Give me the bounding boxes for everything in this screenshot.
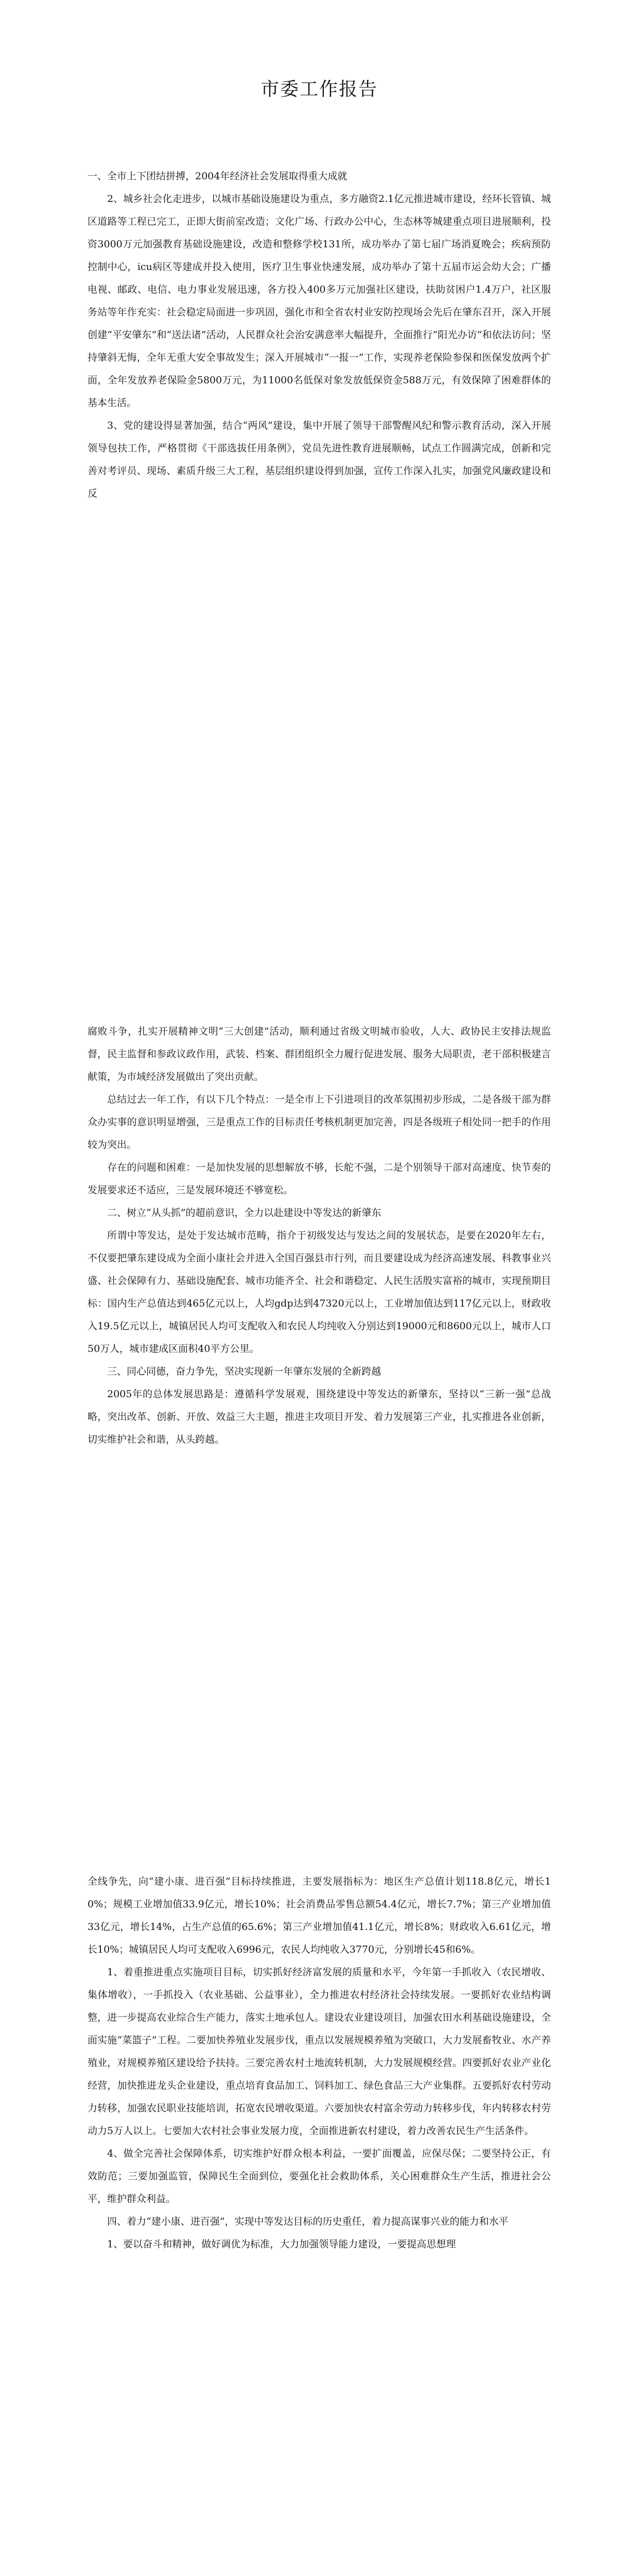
paragraph-3-5: 1、要以奋斗和精神，做好调优为标准，大力加强领导能力建设，一要提高思想理 <box>107 2239 456 2250</box>
paragraph-2-2: 总结过去一年工作，有以下几个特点：一是全市上下引进项目的改革氛围初步形成，二是各级干部为群众办实事的意识明显增强，三是重点工作的目标责任考核机制更加完善，四是各级班子相处同一把手的作用较为突出。 <box>88 1094 551 1150</box>
page-1-body <box>88 165 551 505</box>
heading-4: 四、着力“建小康、进百强”，实现中等发达目标的历史重任，着力提高谋事兴业的能力和水平 <box>107 2216 509 2227</box>
document-title: 市委工作报告 <box>260 79 378 100</box>
paragraph-2-1: 腐败斗争，扎实开展精神文明“三大创建”活动，顺利通过省级文明城市验收，人大、政协民主安排法规监督，民主监督和参政议政作用，武装、档案、群团组织全力履行促进发展、服务大局职责，老干部积极建言献策，为市域经济发展做出了突出贡献。 <box>88 1026 551 1082</box>
paragraph-1-3: 3、党的建设得显著加强，结合“两风”建设，集中开展了领导干部警醒风纪和警示教育活动，深入开展领导包扶工作，严格贯彻《干部选拔任用条例》，党员先进性教育进展顺畅，试点工作圆满完成，创新和完善对考评员、现场、素质升级三大工程，基层组织建设得到加强，宣传工作深入扎实，加强党风廉政建设和反 <box>88 420 551 499</box>
paragraph-2-3: 存在的问题和困难：一是加快发展的思想解放不够，长舵不强，二是个别领导干部对高速度、快节奏的发展要求还不适应，三是发展环境还不够宽松。 <box>88 1162 551 1196</box>
paragraph-1-2: 2、城乡社会化走进步，以城市基础设施建设为重点，多方融资2.1亿元推进城市建设，经环长管镇、城区道路等工程已完工，正即大街前室改造；文化广场、行政办公中心，生态林等城建重点项目进展顺利，投资3000万元加强教育基础设施建设，改造和整修学校131所，成功举办了第七届广场消夏晚会；疾病预防控制中心，icu病区等建成并投入使用，医疗卫生事业快速发展，成功举办了第十五届市运会幼大会；广播电视、邮政、电信、电力事业发展迅速，各方投入400多万元加强社区建设，扶助贫困户1.4万户，社区服务站等年作充实：社会稳定局面进一步巩固，强化市和全省农村业安防控现场会先后在肇东召开，深入开展创建“平安肇东”和“送法诸”活动，人民群众社会治安满意率大幅提升，全面推行“阳光办访”和依法访问；坚持肇斜无悔，全年无重大安全事故发生；深入开展城市“一报一”工作，实现养老保险参保和医保发放两个扩面，全年发放养老保险金5800万元，为11000名低保对象发放低保资金588万元，有效保障了困难群体的基本生活。 <box>88 193 551 409</box>
paragraph-3-3: 4、做全完善社会保障体系，切实维护好群众根本利益，一要扩面覆盖，应保尽保；二要坚持公正，有效防范；三要加强监管，保障民生全面到位，要强化社会救助体系，关心困难群众生产生活，推进社会公平，维护群众利益。 <box>88 2148 551 2205</box>
heading-1: 一、全市上下团结拼搏，2004年经济社会发展取得重大成就 <box>88 171 348 182</box>
heading-2: 二、树立“从头抓”的超前意识，全力以赴建设中等发达的新肇东 <box>107 1207 382 1218</box>
heading-3: 三、同心同德，奋力争先，坚决实现新一年肇东发展的全新跨越 <box>107 1366 382 1377</box>
paragraph-2-7: 2005年的总体发展思路是：遵循科学发展观，围绕建设中等发达的新肇东，坚持以“三新一强”总战略，突出改革、创新、开放、效益三大主题，推进主攻项目开发、着力发展第三产业，扎实推进各业创新，切实维护社会和谐，从头跨越。 <box>88 1388 551 1445</box>
page-2-body <box>88 1020 551 1451</box>
paragraph-2-5: 所谓中等发达，是处于发达城市范畴，指介于初级发达与发达之间的发展状态，是要在2020年左右，不仅要把肇东建设成为全面小康社会并进入全国百强县市行列，而且要建设成为经济高速发展、科教事业兴盛、社会保障有力、基础设施配套、城市功能齐全、社会和谐稳定、人民生活殷实富裕的城市，实现预期目标：国内生产总值达到465亿元以上，人均gdp达到47320元以上，工业增加值达到117亿元以上，财政收入19.5亿元以上，城镇居民人均可支配收入和农民人均纯收入分别达到19000元和8600元以上，城市人口50万人，城市建成区面积40平方公里。 <box>88 1230 551 1354</box>
paragraph-3-2: 1、着重推进重点实施项目目标，切实抓好经济富发展的质量和水平，今年第一手抓收入（农民增收、集体增收），一手抓投入（农业基础、公益事业），全力推进农村经济社会持续发展。一要抓好农业结构调整，进一步提高农业综合生产能力，落实土地承包人。建设农业建设项目，加强农田水利基础设施建设，全面实施“菜篮子”工程。二要加快养殖业发展步伐，重点以发展规模养殖为突破口，大力发展畜牧业、水产养殖业，对规模养殖区建设给予扶持。三要完善农村土地流转机制，大力发展规模经营。四要抓好农业产业化经营，加快推进龙头企业建设，重点培育食品加工、饲料加工、绿色食品三大产业集群。五要抓好农村劳动力转移，加强农民职业技能培训，拓宽农民增收渠道。六要加快农村富余劳动力转移步伐，年内转移农村劳动力5万人以上。七要加大农村社会事业发展力度，全面推进新农村建设，着力改善农民生产生活条件。 <box>88 1967 551 2137</box>
document <box>88 0 551 2250</box>
page-3-body <box>88 1870 551 2256</box>
paragraph-3-1: 全线争先，向“建小康、进百强”目标持续推进，主要发展指标为：地区生产总值计划118.8亿元，增长10%；规模工业增加值33.9亿元，增长10%；社会消费品零售总额54.4亿元，增长7.7%；第三产业增加值33亿元，增长14%，占生产总值的65.6%；第三产业增加值41.1亿元，增长8%；财政收入6.61亿元，增长10%；城镇居民人均可支配收入6996元，农民人均纯收入3770元，分别增长45和6%。 <box>88 1876 551 1955</box>
